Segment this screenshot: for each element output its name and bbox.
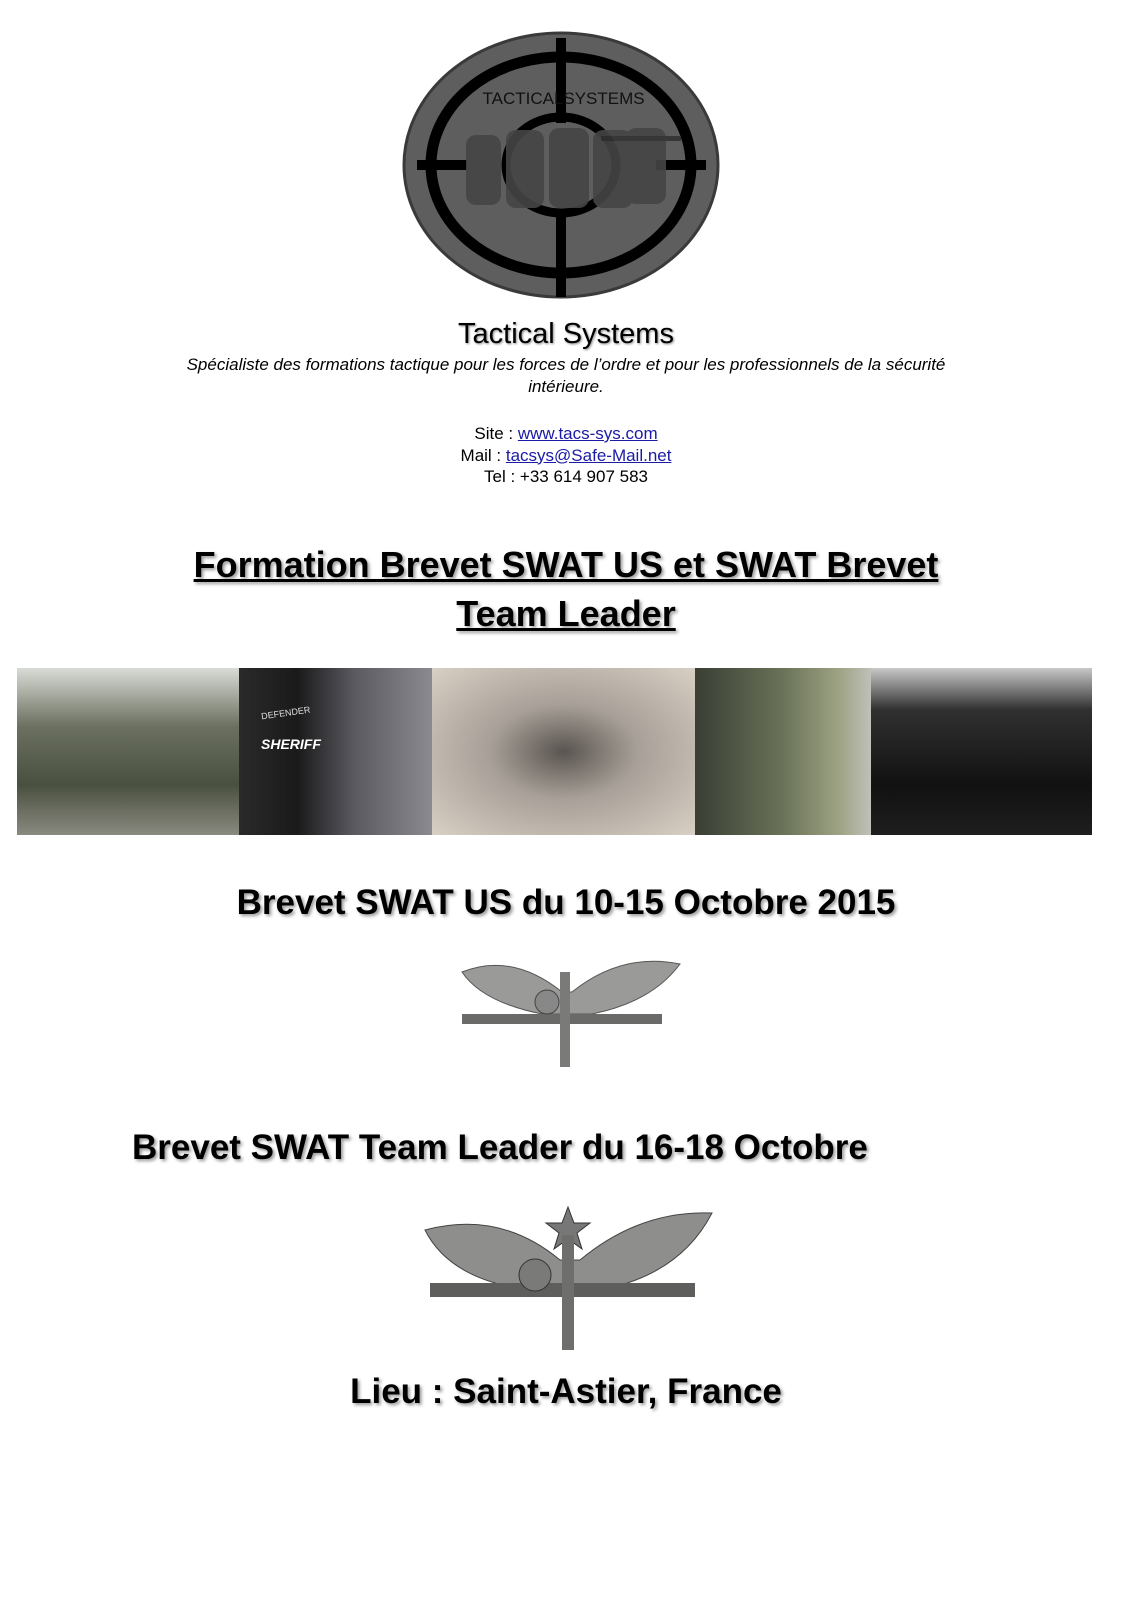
svg-text:SYSTEMS: SYSTEMS bbox=[563, 89, 645, 108]
main-heading bbox=[0, 540, 1132, 638]
swat-us-heading: Brevet SWAT US du 10-15 Octobre 2015 bbox=[236, 883, 896, 922]
site-link[interactable]: www.tacs-sys.com bbox=[517, 424, 658, 443]
tagline-line-1: Spécialiste des formations tactique pour les forces de l’ordre et pour les professionnels de la sécurité bbox=[186, 355, 946, 374]
swat-team-leader-badge bbox=[420, 1205, 716, 1353]
team-leader-heading: Brevet SWAT Team Leader du 16-18 Octobre bbox=[132, 1128, 868, 1167]
company-name: Tactical Systems bbox=[458, 318, 674, 350]
phone: Tel : +33 614 907 583 bbox=[484, 467, 648, 486]
heading-line-1: Formation Brevet SWAT US et SWAT Brevet bbox=[193, 544, 939, 585]
tactical-systems-logo bbox=[401, 30, 721, 300]
shield-text-sheriff: SHERIFF bbox=[261, 736, 321, 752]
location: Lieu : Saint-Astier, France bbox=[350, 1372, 782, 1411]
mail-link[interactable]: tacsys@Safe-Mail.net bbox=[505, 445, 672, 465]
shield-text-defender: DEFENDER bbox=[260, 704, 311, 722]
mail-label: Mail : bbox=[460, 445, 506, 465]
tagline-line-2: intérieure. bbox=[528, 377, 604, 396]
sheriff-team-photo bbox=[239, 668, 432, 835]
site-label: Site : bbox=[474, 424, 518, 443]
photo-banner bbox=[17, 668, 1092, 835]
heading-line-2: Team Leader bbox=[456, 593, 676, 634]
company-tagline bbox=[130, 354, 1002, 398]
swat-us-badge bbox=[452, 952, 684, 1070]
svg-text:TACTICAL: TACTICAL bbox=[482, 89, 564, 108]
swat-badge-photo bbox=[432, 668, 695, 835]
operator-aiming-photo bbox=[695, 668, 871, 835]
contact-block bbox=[0, 423, 1132, 488]
swat-team-photo bbox=[17, 668, 239, 835]
black-uniform-team-photo bbox=[871, 668, 1092, 835]
